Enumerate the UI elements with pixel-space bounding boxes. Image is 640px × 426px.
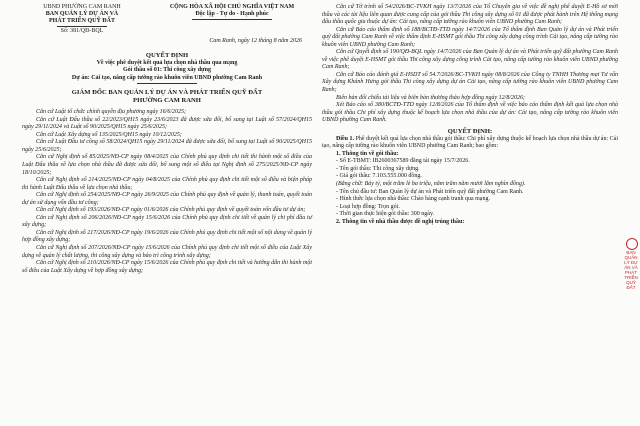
basis-item: Căn cứ Báo cáo thẩm định số 188/BCTĐ-TTD ngày 14/7/2026 của Tổ thẩm định Ban Quản lý dự án và Phát triển quỹ đất phường Cam Ranh về việc thẩm định E-HSMT gói thầu Thi công xây dựng công trình Cải tạo, nâng cấp tường rào khuôn viên UBND phường Cam Ranh;	[322, 26, 618, 48]
agency-line2: BAN QUẢN LÝ DỰ ÁN VÀ	[45, 11, 119, 17]
left-column	[22, 4, 312, 275]
stamp-icon	[626, 238, 638, 250]
package-info-item: - Tên chủ đầu tư: Ban Quản lý dự án và Phát triển quỹ đất phường Cam Ranh.	[336, 188, 524, 195]
basis-item: Căn cứ Báo cáo đánh giá E-HSDT số 54.7/2026/BC-TVKH ngày 08/8/2026 của Công ty TNHH Thương mại Tư vấn Xây dựng Khánh Hưng gói thầu Thi công xây dựng dự án Cải tạo, nâng cấp tường rào khuôn viên UBND phường Cam Ranh;	[322, 71, 618, 94]
package-info-item: - Thời gian thực hiện gói thầu: 300 ngày.	[336, 211, 435, 218]
issuer-line1: GIÁM ĐỐC BAN QUẢN LÝ DỰ ÁN VÀ PHÁT TRIỂN QUỸ ĐẤT	[71, 89, 263, 97]
legal-basis-item: Căn cứ Luật Đầu tư công số 58/2024/QH15 ngày 29/11/2024 đã được sửa đổi, bổ sung tại Luật số 90/2025/QH15 ngày 25/6/2025;	[22, 139, 312, 153]
basis-item: Biên bản đối chiếu tài liệu và biên bản thương thảo hợp đồng ngày 12/8/2026;	[336, 94, 525, 101]
section-1-items-more	[322, 189, 618, 219]
package-info-item: - Giá gói thầu: 7.103.555.000 đồng.	[336, 173, 422, 180]
agency-line1: UBND PHƯỜNG CAM RANH	[43, 4, 121, 10]
side-stamp-text: BAN QUẢN LÝ DỰ ÁN VÀ PHÁT TRIỂN QUỸ ĐẤT	[624, 250, 638, 290]
package-info-item: - Loại hợp đồng: Trọn gói.	[336, 203, 400, 210]
section-1-items	[322, 158, 618, 181]
doc-package: Gói thầu số 01: Thi công xây dựng	[122, 67, 211, 74]
basis-list-continued	[322, 4, 618, 125]
package-info-item: - Hình thức lựa chọn nhà thầu: Chào hàng cạnh tranh qua mạng.	[336, 196, 490, 203]
motto-line: Độc lập - Tự do - Hạnh phúc	[195, 11, 269, 17]
agency-divider	[57, 26, 107, 27]
article-1-label: Điều 1.	[336, 135, 355, 142]
motto-divider	[192, 19, 272, 20]
legal-basis-item: Căn cứ Nghị định số 217/2026/NĐ-CP ngày 19/6/2026 của Chính phủ quy định chi tiết một số nội dung về quản lý hợp đồng xây dựng;	[22, 229, 312, 244]
doc-date: Cam Ranh, ngày 12 tháng 8 năm 2026	[209, 38, 302, 44]
basis-item: Căn cứ Quyết định số 190/QĐ-BQL ngày 14/7/2026 của Ban Quản lý dự án và Phát triển quỹ đất phường Cam Ranh về việc phê duyệt E-HSMT gói thầu Thi công xây dựng công trình Cải tạo, nâng cấp tường rào khuôn viên UBND phường Cam Ranh;	[322, 49, 618, 71]
nation-line: CỘNG HÒA XÃ HỘI CHỦ NGHĨA VIỆT NAM	[169, 4, 295, 10]
legal-basis-item: Căn cứ Nghị định số 210/2026/NĐ-CP ngày 15/6/2026 của Chính phủ quy định chi tiết và hướng dẫn thi hành một số điều của Luật Xây dựng về hợp đồng xây dựng;	[22, 260, 312, 274]
section-2-title: 2. Thông tin về nhà thầu được đề nghị trúng thầu:	[336, 218, 465, 225]
legal-basis-item: Căn cứ Luật tổ chức chính quyền địa phương ngày 16/6/2025;	[36, 109, 186, 116]
legal-basis-item: Căn cứ Nghị định số 254/2025/NĐ-CP ngày 26/9/2025 của Chính phủ quy định về quản lý, thanh toán, quyết toán dự án sử dụng vốn đầu tư công;	[22, 192, 312, 206]
document-header	[22, 4, 312, 35]
nation-block	[152, 4, 312, 35]
agency-block	[22, 4, 142, 35]
package-info-item: - Tên gói thầu: Thi công xây dựng.	[336, 165, 420, 172]
basis-item: Căn cứ Tờ trình số 54/2026/BC-TVKH ngày 13/7/2026 của Tổ Chuyên gia về việc đề nghị phê duyệt E-Hồ sơ mời thầu và các tài liệu liên quan được cung cấp của gói thầu Thi công xây dựng số 01 đã được phát hành trên Hệ thống mạng đấu thầu quốc gia thuộc dự án: Cải tạo, nâng cấp tường rào khuôn viên UBND phường Cam Ranh;	[322, 4, 618, 26]
package-info-item: - Số E-TBMT: IB2600367589 đăng tải ngày 15/7/2026.	[336, 158, 470, 165]
legal-basis-item: Căn cứ Nghị định số 193/2026/NĐ-CP ngày 01/6/2026 của Chính phủ quy định về quyết toán vốn đầu tư dự án;	[36, 207, 306, 214]
doc-project: Dự án: Cải tạo, nâng cấp tường rào khuôn viên UBND phường Cam Ranh	[71, 74, 263, 81]
section-1-title: 1. Thông tin về gói thầu:	[336, 150, 399, 157]
title-divider	[137, 83, 197, 84]
doc-number: Số: 381/QĐ-BQL	[60, 28, 104, 34]
agency-line3: PHÁT TRIỂN QUỸ ĐẤT	[49, 18, 115, 24]
article-1-text: Phê duyệt kết quả lựa chọn nhà thầu gói thầu: Chi phí xây dựng thuộc kế hoạch lựa chọn nhà thầu dự án: Cải tạo, nâng cấp tường rào khuôn viên UBND phường Cam Ranh; bao gồm:	[322, 135, 619, 150]
legal-basis-item: Căn cứ Nghị định số 85/2025/NĐ-CP ngày 08/4/2025 của Chính phủ quy định chi tiết thi hành một số điều của Luật Đấu thầu về lựa chọn nhà thầu đã được sửa đổi, bổ sung một số điều tại Nghị định số 275/2025/NĐ-CP ngày 18/10/2025;	[22, 154, 312, 176]
legal-basis-item: Căn cứ Luật Đấu thầu số 22/2023/QH15 ngày 23/6/2023 đã được sửa đổi, bổ sung tại Luật số 57/2024/QH15 ngày 29/11/2024 và Luật số 90/2025/QH15 ngày 25/6/2025;	[22, 116, 312, 131]
doc-type: QUYẾT ĐỊNH	[145, 51, 189, 59]
issuer-line2: PHƯỜNG CAM RANH	[133, 97, 201, 105]
legal-basis-item: Căn cứ Nghị định số 214/2025/NĐ-CP ngày 04/8/2025 của Chính phủ quy định chi tiết một số điều và biện pháp thi hành Luật Đấu thầu về lựa chọn nhà thầu;	[22, 177, 312, 191]
legal-basis-list	[22, 109, 312, 275]
decision-heading: QUYẾT ĐỊNH:	[447, 127, 493, 135]
article-1	[322, 136, 618, 151]
basis-item: Xét Báo cáo số 380/BCTĐ-TTD ngày 12/8/2026 của Tổ thẩm định về việc báo cáo thẩm định kết quả lựa chọn nhà thầu gói thầu Chi phí xây dựng thuộc kế hoạch lựa chọn nhà thầu của dự án: Cải tạo, nâng cấp tường rào khuôn viên UBND phường Cam Ranh.	[322, 102, 618, 124]
legal-basis-item: Căn cứ Luật Xây dựng số 135/2025/QH15 ngày 10/12/2025;	[36, 131, 182, 138]
amount-in-words: (Bằng chữ: Bảy tỷ, một trăm lẻ ba triệu, năm trăm năm mươi lăm nghìn đồng).	[336, 181, 526, 188]
right-column	[322, 4, 618, 226]
legal-basis-item: Căn cứ Nghị định số 207/2026/NĐ-CP ngày 15/6/2026 của Chính phủ quy định chi tiết một số điều của Luật Xây dựng về quản lý chất lượng, thi công xây dựng và bảo trì công trình xây dựng;	[22, 245, 312, 259]
doc-subject: Về việc phê duyệt kết quả lựa chọn nhà thầu qua mạng	[96, 59, 238, 66]
legal-basis-item: Căn cứ Nghị định số 206/2026/NĐ-CP ngày 15/6/2026 của Chính phủ quy định chi tiết về quản lý chi phí đầu tư xây dựng;	[22, 214, 312, 229]
